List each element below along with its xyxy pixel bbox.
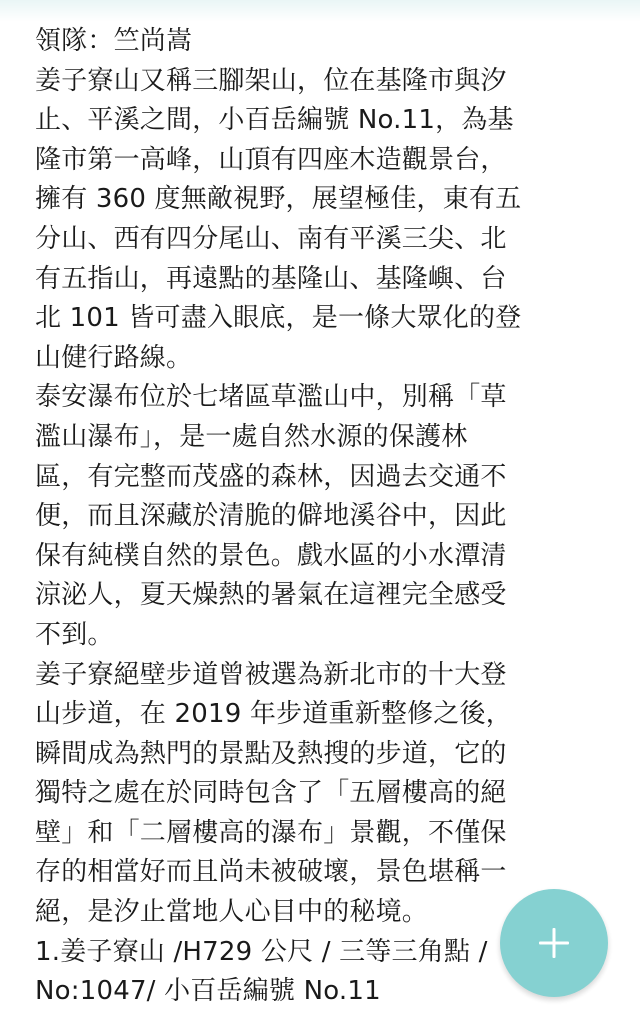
article-line: 1.姜子寮山 /H729 公尺 / 三等三角點 / [35,936,488,967]
article-line: 北 101 皆可盡入眼底，是一條大眾化的登 [35,303,522,334]
article-line: 隆市第一高峰，山頂有四座木造觀景台， [35,144,507,175]
article-line: 不到。 [35,619,114,650]
article-line: 存的相當好而且尚未被破壞，景色堪稱一 [35,857,507,888]
article-line: 姜子寮絕壁步道曾被選為新北市的十大登 [35,659,507,690]
article-line: No:1047/ 小百岳編號 No.11 [35,976,381,1007]
article-line: 保有純樸自然的景色。戲水區的小水潭清 [35,540,507,571]
article-line: 止、平溪之間，小百岳編號 No.11，為基 [35,105,514,136]
article-line: 有五指山，再遠點的基隆山、基隆嶼、台 [35,263,507,294]
article-line: 擁有 360 度無敵視野，展望極佳，東有五 [35,184,522,215]
article-line: 便，而且深藏於清脆的僻地溪谷中，因此 [35,501,507,532]
article-line-leader: 領隊：竺尚嵩 [35,26,193,56]
add-button[interactable] [500,889,608,997]
article-line: 濫山瀑布」，是一處自然水源的保護林 [35,421,468,452]
article-body [35,22,595,1012]
article-line: 涼泌人，夏天燥熱的暑氣在這裡完全感受 [35,580,507,611]
article-line: 獨特之處在於同時包含了「五層樓高的絕 [35,778,507,809]
article-line: 山健行路線。 [35,342,193,373]
article-line: 瞬間成為熱門的景點及熱搜的步道，它的 [35,738,507,769]
plus-icon [537,926,571,960]
article-line: 山步道，在 2019 年步道重新整修之後， [35,699,512,730]
article-line: 姜子寮山又稱三腳架山，位在基隆市與汐 [35,65,507,96]
article-line: 分山、西有四分尾山、南有平溪三尖、北 [35,223,507,254]
article-line: 壁」和「二層樓高的瀑布」景觀，不僅保 [35,817,507,848]
article-line: 絕，是汐止當地人心目中的秘境。 [35,897,429,928]
top-decoration [0,0,640,22]
article-line: 泰安瀑布位於七堵區草濫山中，別稱「草 [35,382,507,413]
article-line: 區，有完整而茂盛的森林，因過去交通不 [35,461,507,492]
